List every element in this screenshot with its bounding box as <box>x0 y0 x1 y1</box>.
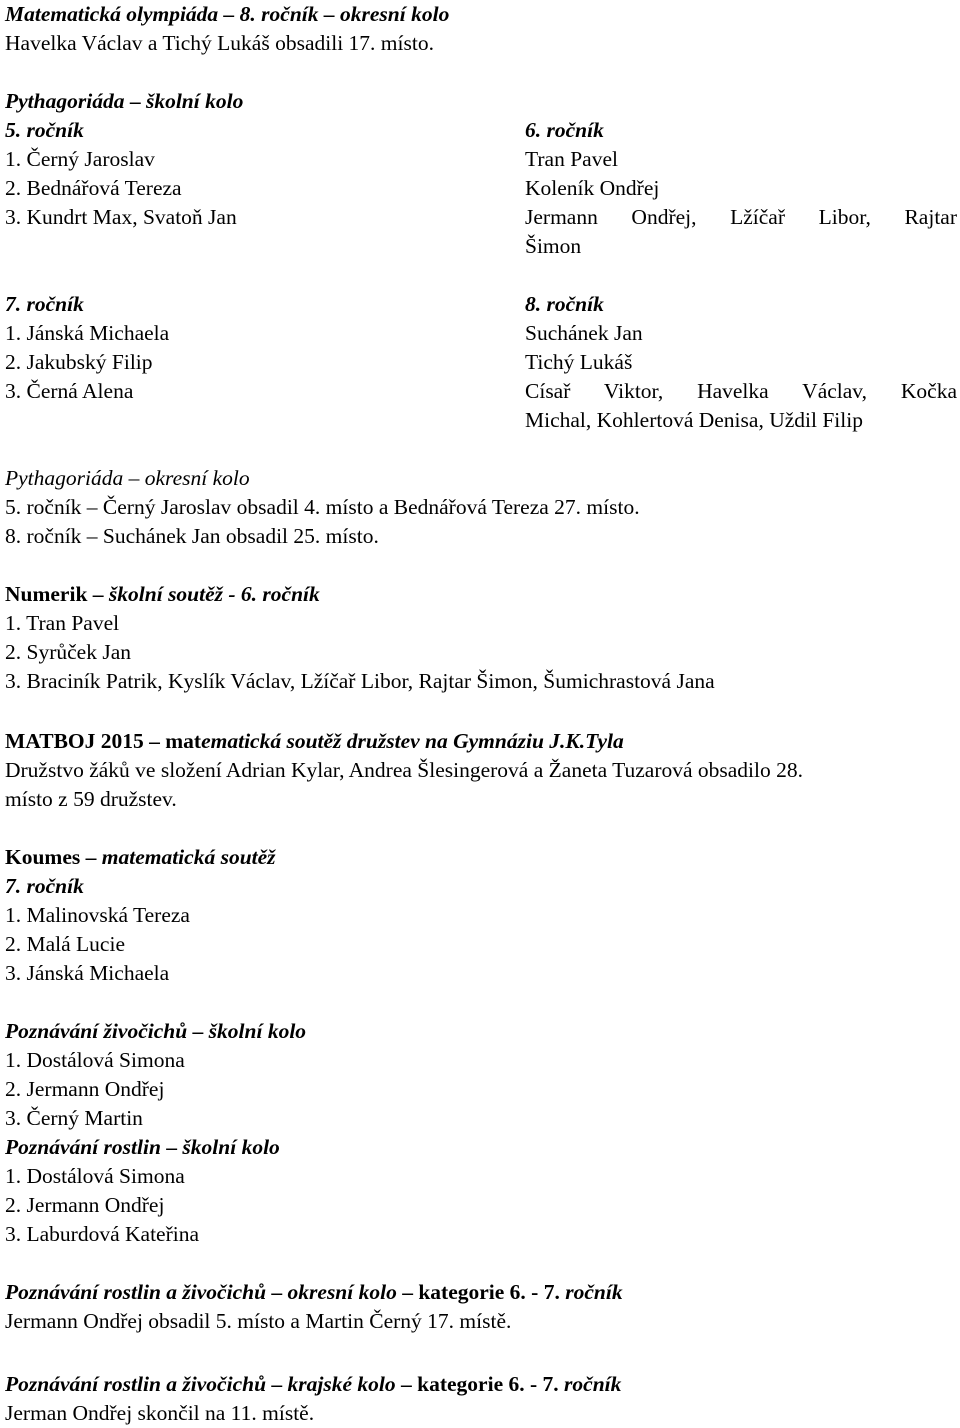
koumes-place-3: 3. Jánská Michaela <box>5 961 170 985</box>
krajske-kolo-result: Jerman Ondřej skončil na 11. místě. <box>5 1401 315 1425</box>
title-separator: – <box>87 582 109 606</box>
rostlin-place-1: 1. Dostálová Simona <box>5 1164 185 1188</box>
krajske-kolo-category: kategorie 6. - 7. <box>417 1372 565 1396</box>
koumes-place-2: 2. Malá Lucie <box>5 932 125 956</box>
title-separator: – <box>266 1372 288 1396</box>
grade6-heading: 6. ročník <box>525 118 604 142</box>
title-separator: – <box>160 1135 183 1159</box>
krajske-kolo-name: Poznávání rostlin a živočichů <box>5 1372 267 1396</box>
okresni-kolo-round: okresní kolo <box>287 1280 397 1304</box>
grade7-place-2: 2. Jakubský Filip <box>5 350 153 374</box>
grade8-place-1: Suchánek Jan <box>525 321 643 345</box>
krajske-kolo-title <box>5 1370 621 1399</box>
zivocichu-name: Poznávání živočichů <box>5 1019 188 1043</box>
pythagoriada-okresni-round: okresní kolo <box>144 466 250 490</box>
okresni-kolo-title <box>5 1278 623 1307</box>
matematicka-olympiada-result: Havelka Václav a Tichý Lukáš obsadili 17. místo. <box>5 31 434 55</box>
grade5-place-1: 1. Černý Jaroslav <box>5 147 155 171</box>
grade5-place-3: 3. Kundrt Max, Svatoň Jan <box>5 205 237 229</box>
matboj-title <box>5 727 624 756</box>
rostlin-round: školní kolo <box>182 1135 280 1159</box>
grade6-place-3-cont: Šimon <box>525 234 582 258</box>
okresni-kolo-name: Poznávání rostlin a živočichů <box>5 1280 267 1304</box>
koumes-subtitle: matematická soutěž <box>101 845 276 869</box>
matboj-subtitle: ematická soutěž družstev na Gymnáziu J.K.Tyla <box>201 729 624 753</box>
title-separator: – <box>266 1280 288 1304</box>
grade6-place-1: Tran Pavel <box>525 147 618 171</box>
okresni-kolo-grade: ročník <box>565 1280 623 1304</box>
title-separator: – <box>187 1019 209 1043</box>
grade6-place-3: Jermann Ondřej, Lžíčař Libor, Rajtar <box>525 205 957 229</box>
pythagoriada-skolni-round: školní kolo <box>145 89 244 113</box>
numerik-place-2: 2. Syrůček Jan <box>5 640 131 664</box>
pythagoriada-okresni-title <box>5 464 250 493</box>
grade7-place-3: 3. Černá Alena <box>5 379 134 403</box>
matboj-line-1: Družstvo žáků ve složení Adrian Kylar, Andrea Šlesingerová a Žaneta Tuzarová obsadilo 28. <box>5 758 804 782</box>
okresni-kolo-category: kategorie 6. - 7. <box>418 1280 566 1304</box>
grade8-place-2: Tichý Lukáš <box>525 350 633 374</box>
numerik-name: Numerik <box>5 582 88 606</box>
grade7-heading: 7. ročník <box>5 292 84 316</box>
numerik-round: školní soutěž - 6. ročník <box>108 582 320 606</box>
zivocichu-round: školní kolo <box>208 1019 307 1043</box>
grade5-place-2: 2. Bednářová Tereza <box>5 176 182 200</box>
title-separator: – <box>124 89 146 113</box>
rostlin-place-3: 3. Laburdová Kateřina <box>5 1222 200 1246</box>
pythagoriada-okresni-name: Pythagoriáda <box>5 466 124 490</box>
title-separator: – <box>396 1280 419 1304</box>
krajske-kolo-grade: ročník <box>564 1372 622 1396</box>
rostlin-title <box>5 1133 280 1162</box>
krajske-kolo-round: krajské kolo <box>287 1372 396 1396</box>
koumes-grade: 7. ročník <box>5 874 84 898</box>
numerik-title <box>5 580 320 609</box>
numerik-place-3: 3. Braciník Patrik, Kyslík Václav, Lžíčař Libor, Rajtar Šimon, Šumichrastová Jana <box>5 669 715 693</box>
grade7-place-1: 1. Jánská Michaela <box>5 321 170 345</box>
rostlin-name: Poznávání rostlin <box>5 1135 161 1159</box>
title-separator: – <box>123 466 145 490</box>
okresni-kolo-result: Jermann Ondřej obsadil 5. místo a Martin Černý 17. místě. <box>5 1309 512 1333</box>
zivocichu-place-3: 3. Černý Martin <box>5 1106 143 1130</box>
zivocichu-place-2: 2. Jermann Ondřej <box>5 1077 165 1101</box>
matboj-name: MATBOJ 2015 – mat <box>5 729 202 753</box>
grade5-heading: 5. ročník <box>5 118 84 142</box>
rostlin-place-2: 2. Jermann Ondřej <box>5 1193 165 1217</box>
pythagoriada-skolni-name: Pythagoriáda <box>5 89 125 113</box>
grade6-place-2: Koleník Ondřej <box>525 176 660 200</box>
koumes-place-1: 1. Malinovská Tereza <box>5 903 190 927</box>
grade8-place-3: Císař Viktor, Havelka Václav, Kočka <box>525 379 957 403</box>
zivocichu-title <box>5 1017 306 1046</box>
title-separator: – <box>395 1372 418 1396</box>
pythagoriada-okresni-line-2: 8. ročník – Suchánek Jan obsadil 25. místo. <box>5 524 379 548</box>
zivocichu-place-1: 1. Dostálová Simona <box>5 1048 185 1072</box>
matboj-line-2: místo z 59 družstev. <box>5 787 177 811</box>
koumes-name: Koumes <box>5 845 81 869</box>
grade8-heading: 8. ročník <box>525 292 604 316</box>
matematicka-olympiada-title: Matematická olympiáda – 8. ročník – okresní kolo <box>5 2 450 26</box>
title-separator: – <box>80 845 102 869</box>
pythagoriada-okresni-line-1: 5. ročník – Černý Jaroslav obsadil 4. místo a Bednářová Tereza 27. místo. <box>5 495 640 519</box>
pythagoriada-skolni-title <box>5 87 243 116</box>
numerik-place-1: 1. Tran Pavel <box>5 611 120 635</box>
grade8-place-3-cont: Michal, Kohlertová Denisa, Uždil Filip <box>525 408 863 432</box>
koumes-title <box>5 843 276 872</box>
